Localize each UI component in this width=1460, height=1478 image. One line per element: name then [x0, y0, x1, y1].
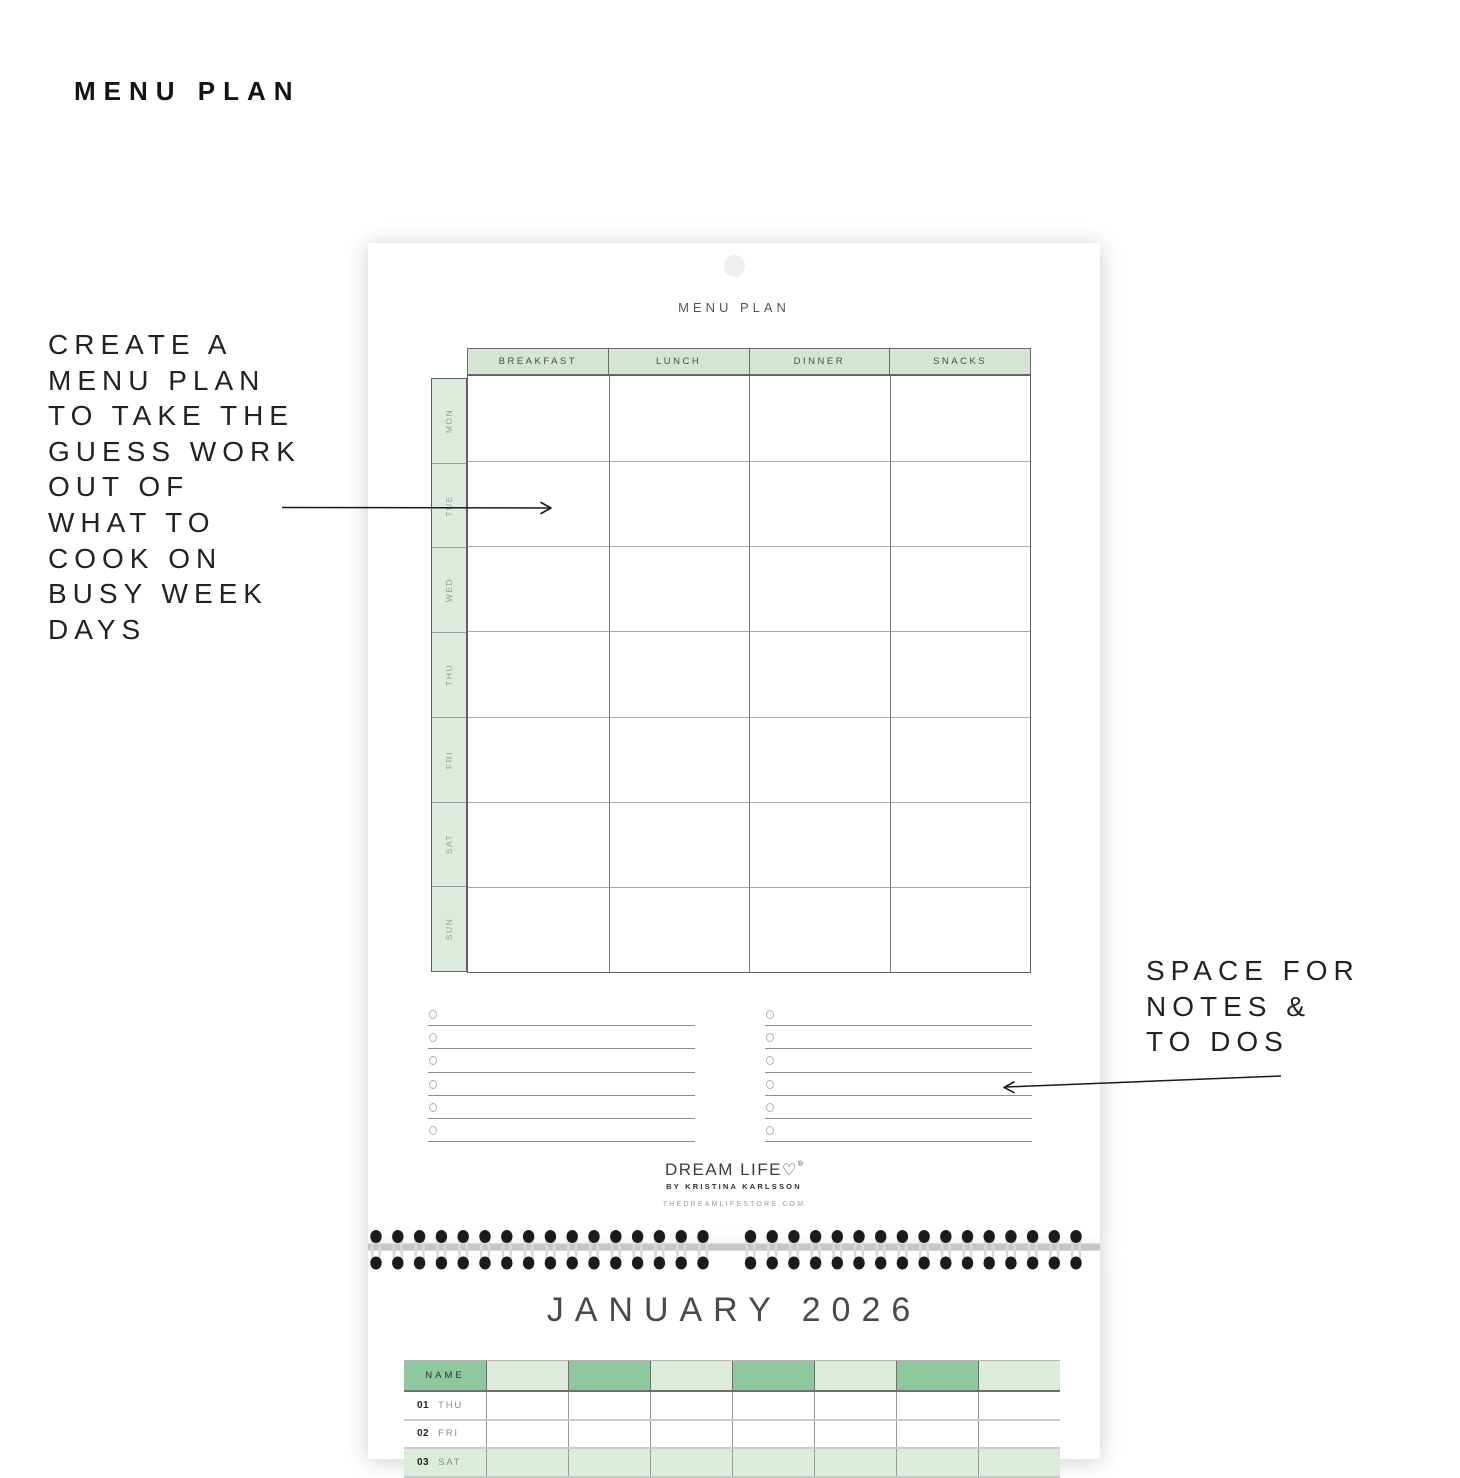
- brand-byline: BY KRISTINA KARLSSON: [666, 1182, 802, 1191]
- callout-line: NOTES &: [1146, 990, 1311, 1022]
- january-calendar-page: [368, 1251, 1100, 1468]
- left-callout: [48, 327, 378, 647]
- menu-grid-cell: [468, 631, 609, 716]
- spiral-binding: [368, 1227, 1100, 1273]
- menu-grid-cell: [890, 546, 1031, 631]
- menu-grid-cell: [609, 887, 750, 972]
- day-cell-tue: [432, 464, 466, 549]
- day-cell-mon: [432, 379, 466, 464]
- bullet-circle-icon: [429, 1056, 437, 1065]
- calendar-row: [404, 1421, 1060, 1450]
- bullet-circle-icon: [429, 1080, 437, 1089]
- menu-grid-cell: [890, 631, 1031, 716]
- menu-grid-cell: [609, 461, 750, 546]
- day-label: SAT: [444, 834, 454, 855]
- calendar-header-cell: [896, 1361, 978, 1390]
- calendar-cell: [814, 1392, 896, 1419]
- calendar-cell: [732, 1421, 814, 1448]
- calendar-header-cell: [978, 1361, 1060, 1390]
- day-cell-wed: [432, 548, 466, 633]
- callout-line: COOK ON: [48, 542, 223, 574]
- calendar-header-cell: [814, 1361, 896, 1390]
- callout-line: SPACE FOR: [1146, 955, 1360, 986]
- note-line: [765, 1025, 1032, 1026]
- day-cell-thu: [432, 633, 466, 718]
- note-row: [428, 1052, 695, 1075]
- meal-header-cell-lunch: LUNCH: [608, 349, 749, 374]
- menu-grid-cell: [609, 631, 750, 716]
- day-label: SUN: [443, 917, 454, 941]
- bullet-circle-icon: [766, 1103, 774, 1112]
- calendar-cell: [814, 1421, 896, 1448]
- notes-column-left: [428, 1006, 695, 1145]
- name-header-cell: [404, 1361, 486, 1390]
- menu-grid-cell: [749, 631, 890, 716]
- menu-grid-cell: [749, 717, 890, 802]
- callout-line: BUSY WEEK: [48, 578, 268, 610]
- callout-line: TO DOS: [1146, 1026, 1289, 1058]
- note-row: [765, 1122, 1032, 1145]
- weekday-label: FRI: [438, 1428, 459, 1440]
- name-header-label: NAME: [425, 1370, 465, 1381]
- callout-line: CREATE A: [48, 329, 233, 360]
- meal-header-row: [467, 348, 1031, 375]
- notes-column-right: [765, 1006, 1032, 1145]
- bullet-circle-icon: [766, 1056, 774, 1065]
- menu-plan-page: [368, 243, 1100, 1251]
- note-row: [428, 1029, 695, 1052]
- calendar-row: [404, 1392, 1060, 1421]
- menu-grid-cell: [749, 546, 890, 631]
- meal-header-cell-breakfast: BREAKFAST: [498, 356, 578, 367]
- calendar-cell: [486, 1421, 568, 1448]
- calendar-row-weekend: [404, 1449, 1060, 1478]
- heart-icon: ♡: [782, 1162, 798, 1179]
- day-cell-sun: [432, 887, 466, 971]
- calendar-cell: [568, 1392, 650, 1419]
- note-line: [765, 1095, 1032, 1096]
- calendar-cell: [978, 1392, 1060, 1419]
- calendar-cell: [568, 1449, 650, 1476]
- note-line: [428, 1048, 695, 1049]
- note-row: [765, 1052, 1032, 1075]
- menu-grid-cell: [749, 802, 890, 887]
- menu-grid-cell: [890, 802, 1031, 887]
- calendar-header-row: [404, 1360, 1060, 1392]
- menu-grid-cell: [609, 546, 750, 631]
- day-label: MON: [444, 408, 454, 434]
- note-row: [765, 1006, 1032, 1029]
- date-label: 01: [417, 1399, 430, 1411]
- note-line: [428, 1095, 695, 1096]
- calendar-cell: [978, 1421, 1060, 1448]
- meal-header-cell-snacks: SNACKS: [889, 349, 1030, 374]
- calendar-cell: [650, 1449, 732, 1476]
- bullet-circle-icon: [766, 1126, 774, 1135]
- note-line: [765, 1072, 1032, 1073]
- page-heading: MENU PLAN: [74, 76, 301, 106]
- callout-line: GUESS WORK: [48, 435, 301, 467]
- calendar-cell: [896, 1421, 978, 1448]
- calendar-header-cell: [568, 1361, 650, 1390]
- callout-line: MENU PLAN: [48, 364, 266, 396]
- calendar-cell: [650, 1392, 732, 1419]
- menu-grid-cell: [609, 376, 750, 461]
- day-label: WED: [444, 578, 454, 603]
- bullet-circle-icon: [429, 1126, 437, 1135]
- brand-logo: [368, 1160, 1100, 1208]
- note-row: [765, 1076, 1032, 1099]
- calendar-table: [404, 1360, 1060, 1478]
- callout-line: DAYS: [48, 613, 147, 645]
- menu-grid-cell: [468, 546, 609, 631]
- brand-name: DREAM LIFE: [664, 1160, 782, 1179]
- calendar-cell: [486, 1392, 568, 1419]
- day-label-column: [431, 378, 467, 972]
- date-label: 03: [417, 1456, 430, 1468]
- note-line: [428, 1118, 695, 1119]
- menu-grid-cell: [468, 887, 609, 972]
- calendar-cell: [732, 1392, 814, 1419]
- callout-line: TO TAKE THE: [48, 400, 294, 432]
- note-line: [765, 1048, 1032, 1049]
- menu-grid-cell: [609, 717, 750, 802]
- bullet-circle-icon: [429, 1010, 437, 1019]
- bullet-circle-icon: [429, 1103, 437, 1112]
- bullet-circle-icon: [429, 1033, 437, 1042]
- note-line: [428, 1141, 695, 1142]
- date-cell: [404, 1421, 486, 1448]
- day-label: THU: [443, 664, 454, 687]
- menu-grid-cell: [890, 717, 1031, 802]
- note-row: [428, 1006, 695, 1029]
- note-row: [428, 1122, 695, 1145]
- calendar-cell: [814, 1449, 896, 1476]
- note-row: [428, 1076, 695, 1099]
- calendar-cell: [732, 1449, 814, 1476]
- brand-website: THEDREAMLIFESTORE.COM: [662, 1201, 806, 1208]
- day-cell-fri: [432, 718, 466, 803]
- calendar-cell: [896, 1449, 978, 1476]
- menu-grid-cell: [890, 376, 1031, 461]
- calendar-cell: [650, 1421, 732, 1448]
- day-label: FRI: [443, 750, 454, 769]
- menu-grid-cell: [468, 376, 609, 461]
- calendar-header-cell: [732, 1361, 814, 1390]
- menu-grid: [467, 375, 1031, 973]
- calendar-cell: [896, 1392, 978, 1419]
- note-line: [428, 1025, 695, 1026]
- menu-grid-cell: [749, 461, 890, 546]
- note-row: [428, 1099, 695, 1122]
- calendar-title: JANUARY 2026: [546, 1291, 922, 1329]
- date-label: 02: [417, 1428, 430, 1440]
- menu-grid-cell: [468, 802, 609, 887]
- day-label: TUE: [444, 494, 454, 517]
- date-cell: [404, 1392, 486, 1419]
- right-callout: [1146, 953, 1456, 1060]
- calendar-cell: [978, 1449, 1060, 1476]
- registered-icon: ®: [797, 1161, 804, 1168]
- menu-grid-cell: [749, 887, 890, 972]
- menu-grid-cell: [890, 887, 1031, 972]
- callout-line: WHAT TO: [48, 506, 216, 538]
- note-line: [428, 1072, 695, 1073]
- meal-header-cell-dinner: DINNER: [749, 349, 890, 374]
- menu-page-title: MENU PLAN: [678, 300, 790, 315]
- calendar-header-cell: [650, 1361, 732, 1390]
- binding-bar: [368, 1244, 1100, 1251]
- note-line: [765, 1118, 1032, 1119]
- bullet-circle-icon: [766, 1080, 774, 1089]
- note-row: [765, 1099, 1032, 1122]
- calendar-cell: [568, 1421, 650, 1448]
- weekday-label: SAT: [438, 1456, 462, 1468]
- weekday-label: THU: [438, 1399, 464, 1411]
- hang-hole: [724, 255, 745, 277]
- note-row: [765, 1029, 1032, 1052]
- menu-grid-cell: [749, 376, 890, 461]
- bullet-circle-icon: [766, 1010, 774, 1019]
- menu-grid-cell: [468, 461, 609, 546]
- menu-grid-cell: [890, 461, 1031, 546]
- date-cell: [404, 1449, 486, 1476]
- bullet-circle-icon: [766, 1033, 774, 1042]
- day-cell-sat: [432, 803, 466, 888]
- menu-grid-cell: [609, 802, 750, 887]
- callout-line: OUT OF: [48, 471, 190, 503]
- note-line: [765, 1141, 1032, 1142]
- calendar-header-cell: [486, 1361, 568, 1390]
- menu-grid-cell: [468, 717, 609, 802]
- calendar-cell: [486, 1449, 568, 1476]
